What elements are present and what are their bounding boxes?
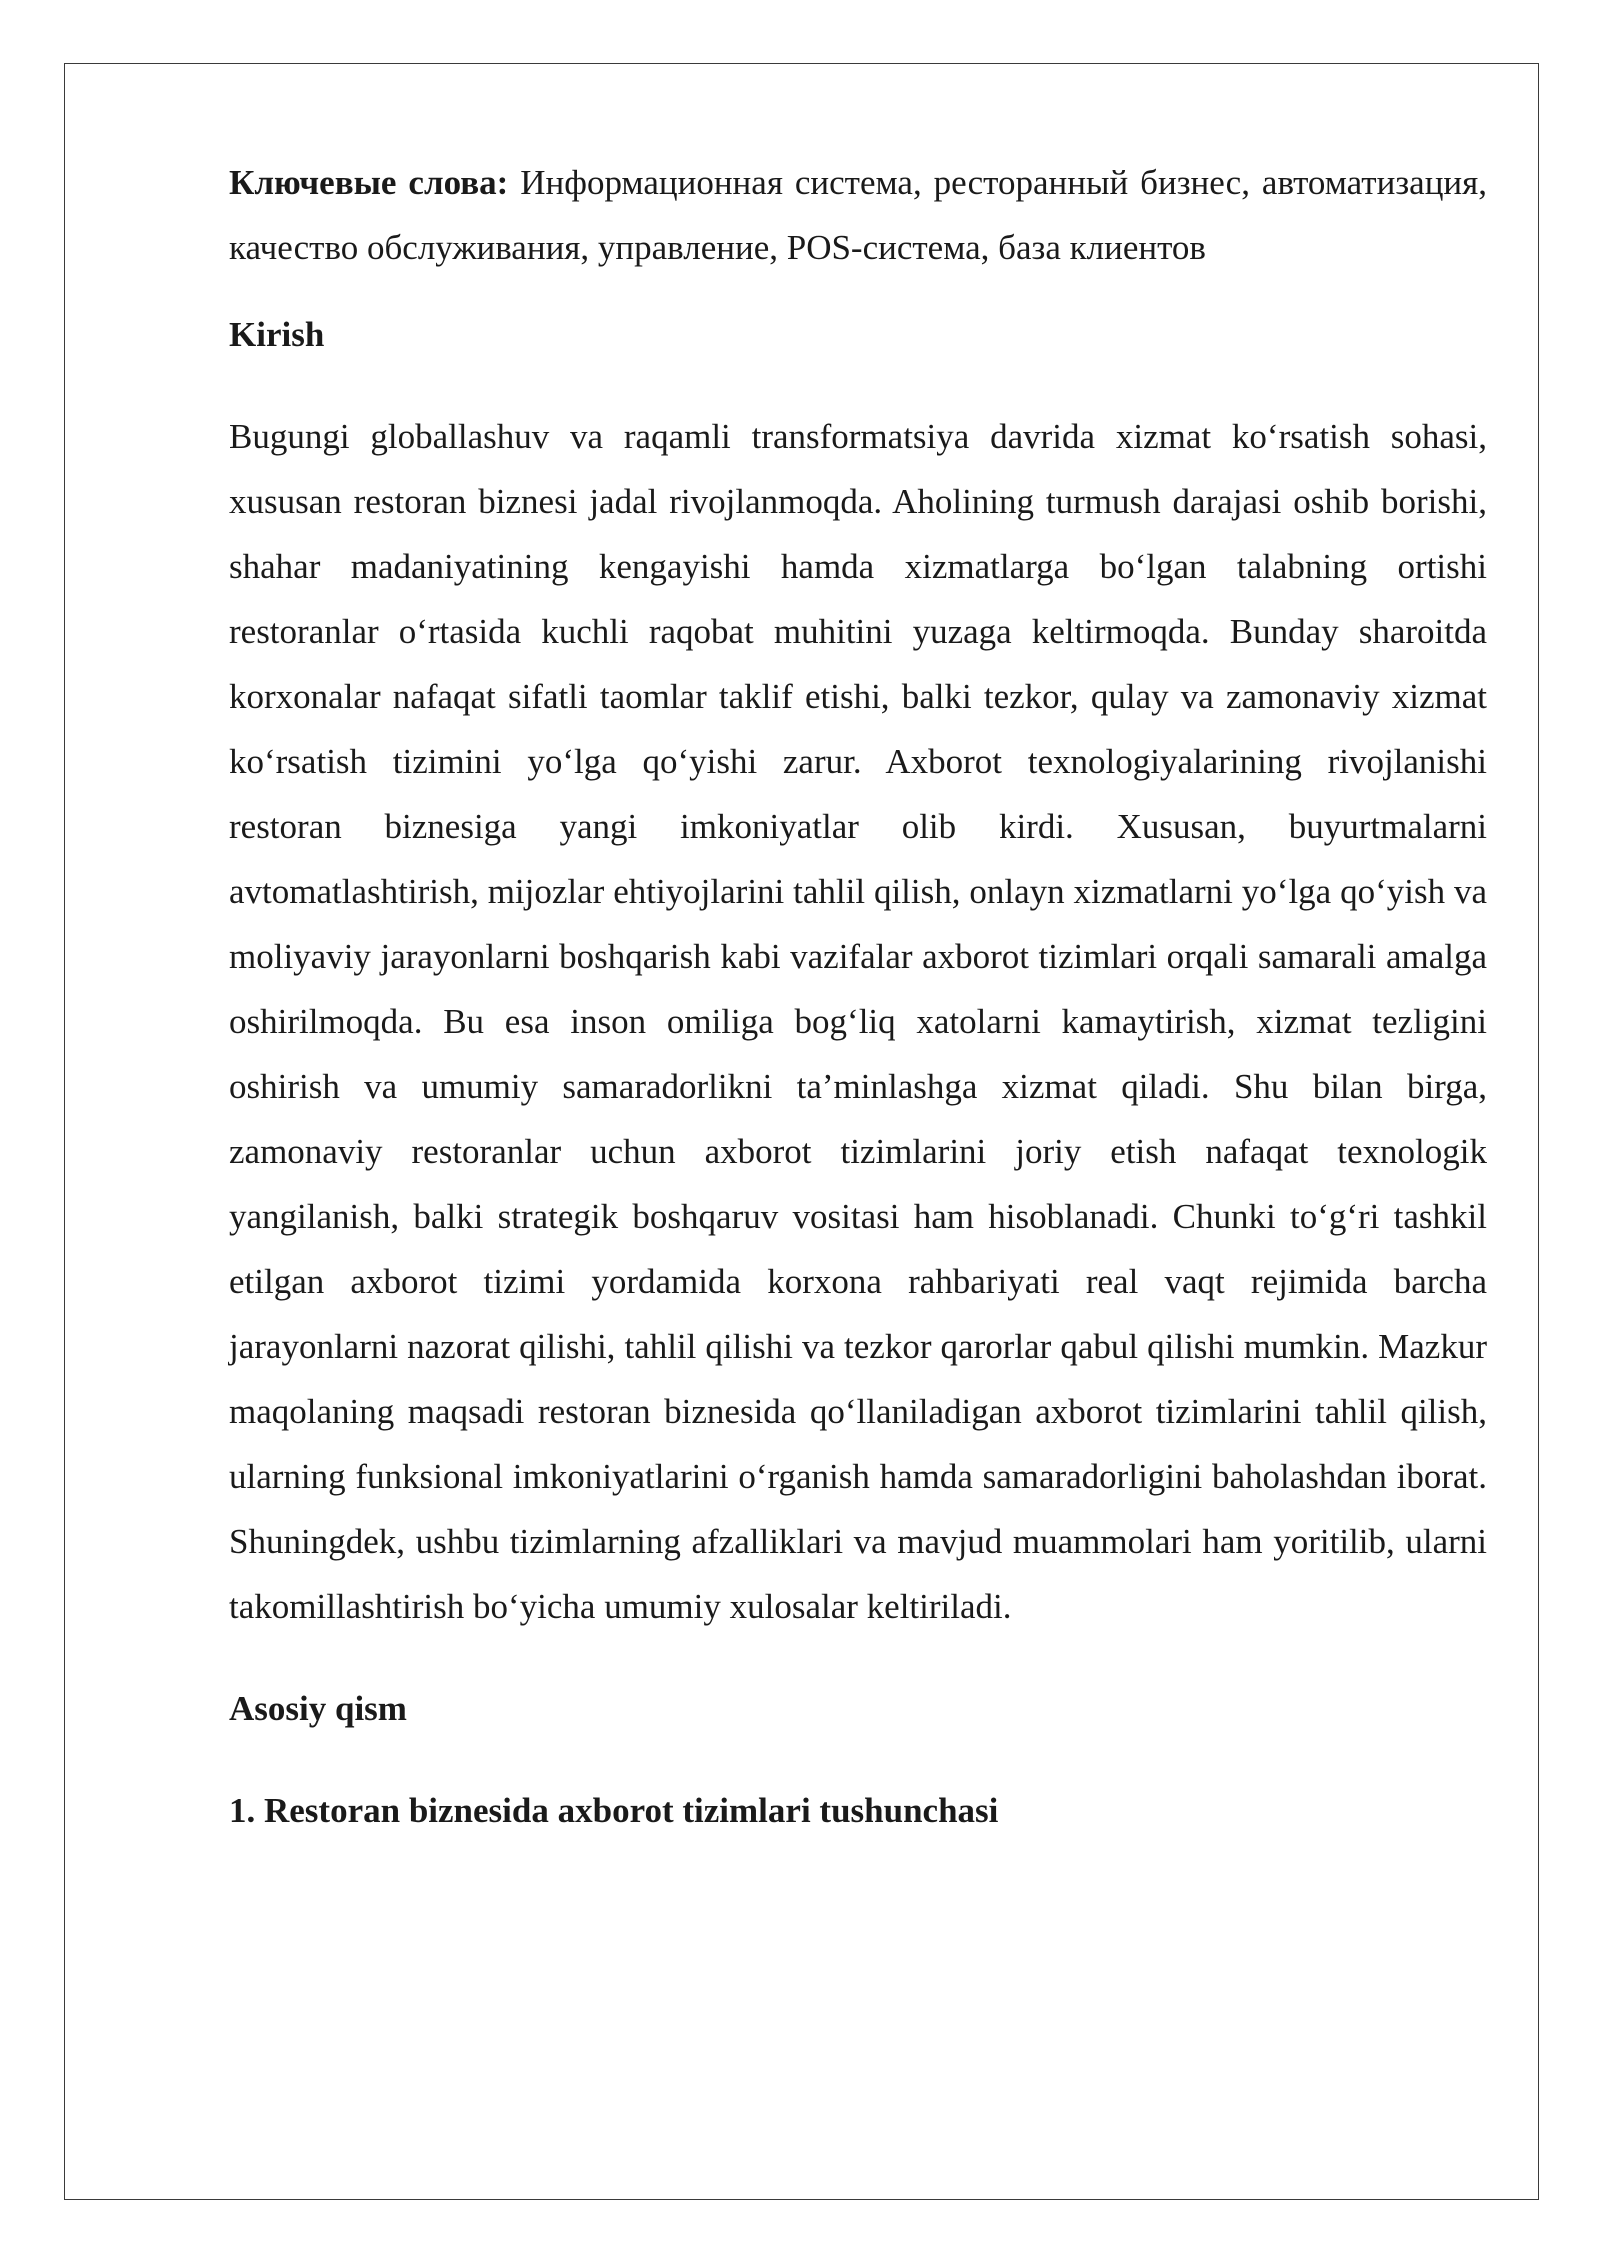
intro-paragraph: Bugungi globallashuv va raqamli transformatsiya davrida xizmat koʻrsatish sohasi, xususan restoran biznesi jadal rivojlanmoqda. Aholining turmush darajasi oshib borishi, shahar madaniyatining kengayishi hamda xizmatlarga boʻlgan talabning ortishi restoranlar oʻrtasida kuchli raqobat muhitini yuzaga keltirmoqda. Bunday sharoitda korxonalar nafaqat sifatli taomlar taklif etishi, balki tezkor, qulay va zamonaviy xizmat koʻrsatish tizimini yoʻlga qoʻyishi zarur. Axborot texnologiyalarining rivojlanishi restoran biznesiga yangi imkoniyatlar olib kirdi. Xususan, buyurtmalarni avtomatlashtirish, mijozlar ehtiyojlarini tahlil qilish, onlayn xizmatlarni yoʻlga qoʻyish va moliyaviy jarayonlarni boshqarish kabi vazifalar axborot tizimlari orqali samarali amalga oshirilmoqda. Bu esa inson omiliga bogʻliq xatolarni kamaytirish, xizmat tezligini oshirish va umumiy samaradorlikni ta’minlashga xizmat qiladi. Shu bilan birga, zamonaviy restoranlar uchun axborot tizimlarini joriy etish nafaqat texnologik yangilanish, balki strategik boshqaruv vositasi ham hisoblanadi. Chunki toʻgʻri tashkil etilgan axborot tizimi yordamida korxona rahbariyati real vaqt rejimida barcha jarayonlarni nazorat qilishi, tahlil qilishi va tezkor qarorlar qabul qilishi mumkin. Mazkur maqolaning maqsadi restoran biznesida qoʻllaniladigan axborot tizimlarini tahlil qilish, ularning funksional imkoniyatlarini oʻrganish hamda samaradorligini baholashdan iborat. Shuningdek, ushbu tizimlarning afzalliklari va mavjud muammolari ham yoritilib, ularni takomillashtirish boʻyicha umumiy xulosalar keltiriladi. (229, 417, 1487, 1626)
keywords-paragraph (229, 150, 1487, 280)
document-body (229, 150, 1487, 1843)
intro-heading: Kirish (229, 315, 325, 354)
subsection-heading: 1. Restoran biznesida axborot tizimlari tushunchasi (229, 1791, 999, 1830)
keywords-text: Информационная система, ресторанный бизнес, автоматизация, качество обслуживания, управление, POS-система, база клиентов (229, 163, 1487, 267)
main-heading: Asosiy qism (229, 1689, 407, 1728)
keywords-label: Ключевые слова: (229, 163, 509, 202)
